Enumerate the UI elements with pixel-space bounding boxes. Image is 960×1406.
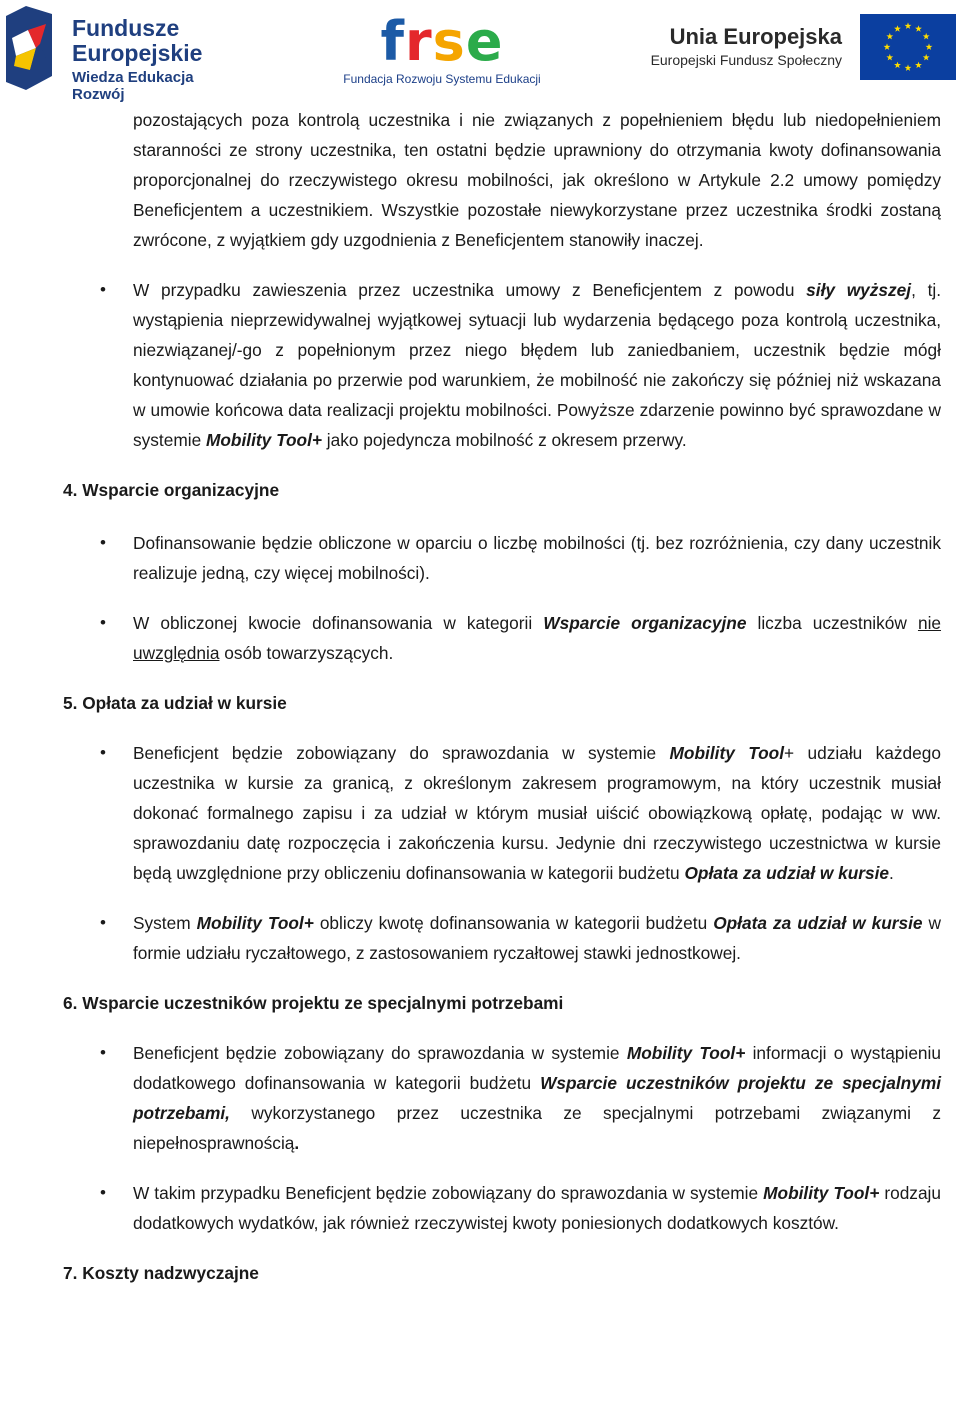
fe-flag-icon bbox=[6, 4, 52, 90]
list-item: • Beneficjent będzie zobowiązany do sprawozdania w systemie Mobility Tool+ informacji o wystąpieniu dodatkowego dofinansowania w kategorii budżetu Wsparcie uczestników projektu ze specjalnymi potrzebami, wykorzystanego przez uczestnika ze specjalnymi potrzebami związanymi z niepełnosprawnością. bbox=[133, 1038, 941, 1158]
continued-paragraph: pozostających poza kontrolą uczestnika i nie związanych z popełnieniem błędu lub niedopełnieniem staranności ze strony uczestnika, ten ostatni będzie uprawniony do otrzymania kwoty dofinansowania proporcjonalnej do rzeczywistego okresu mobilności, jak określono w Artykule 2.2 umowy pomiędzy Beneficjentem a uczestnikiem. Wszystkie pozostałe niewykorzystane przez uczestnika środki zostaną zwrócone, z wyjątkiem gdy uzgodnienia z Beneficjentem stanowiły inaczej. bbox=[133, 110, 941, 250]
list-item: • W przypadku zawieszenia przez uczestnika umowy z Beneficjentem z powodu siły wyższej, tj. wystąpienia nieprzewidywalnej wyjątkowej sytuacji lub wydarzenia będącego poza kontrolą uczestnika, niezwiązanej/-go z popełnionym przez niego błędem lub zaniedbaniem, uczestnik będzie mógł kontynuować działania po przerwie pod warunkiem, że mobilność nie zakończy się później niż wskazana w umowie końcowa data realizacji projektu mobilności. Powyższe zdarzenie powinno być sprawozdane w systemie Mobility Tool+ jako pojedyncza mobilność z okresem przerwy. bbox=[133, 275, 941, 455]
list-item: • Dofinansowanie będzie obliczone w oparciu o liczbę mobilności (tj. bez rozróżnienia, czy dany uczestnik realizuje jedną, czy więcej mobilności). bbox=[133, 528, 941, 588]
bullet-icon: • bbox=[100, 913, 106, 932]
bullet-icon: • bbox=[100, 613, 106, 632]
unia-europejska-logo bbox=[636, 14, 956, 84]
bullet-icon: • bbox=[100, 533, 106, 552]
bullet-icon: • bbox=[100, 1043, 106, 1062]
bullet-icon: • bbox=[100, 743, 106, 762]
list-item: • W takim przypadku Beneficjent będzie zobowiązany do sprawozdania w systemie Mobility Tool+ rodzaju dodatkowych wydatków, jak również rzeczywistej kwoty poniesionych dodatkowych kosztów. bbox=[133, 1178, 941, 1238]
bullet-icon: • bbox=[100, 280, 106, 299]
frse-subtitle: Fundacja Rozwoju Systemu Edukacji bbox=[343, 72, 541, 86]
section-heading-6: 6. Wsparcie uczestników projektu ze specjalnymi potrzebami bbox=[63, 993, 564, 1013]
header-logos bbox=[0, 0, 960, 103]
bullet-icon: • bbox=[100, 1183, 106, 1202]
document-body bbox=[0, 105, 960, 1288]
section-heading-7: 7. Koszty nadzwyczajne bbox=[63, 1263, 259, 1283]
frse-logo bbox=[340, 10, 544, 90]
ue-line-2: Europejski Fundusz Społeczny bbox=[650, 52, 842, 68]
fe-line-1: Fundusze bbox=[72, 15, 180, 41]
eu-flag-icon bbox=[860, 14, 956, 80]
list-item: • System Mobility Tool+ obliczy kwotę dofinansowania w kategorii budżetu Opłata za udział w kursie w formie udziału ryczałtowego, z zastosowaniem ryczałtowej stawki jednostkowej. bbox=[133, 908, 941, 968]
list-item: • W obliczonej kwocie dofinansowania w kategorii Wsparcie organizacyjne liczba uczestników nie uwzględnia osób towarzyszących. bbox=[133, 608, 941, 668]
ue-line-1: Unia Europejska bbox=[669, 24, 842, 49]
fe-line-2: Europejskie bbox=[72, 40, 203, 66]
list-item: • Beneficjent będzie zobowiązany do sprawozdania w systemie Mobility Tool+ udziału każdego uczestnika w kursie za granicą, z określonym zakresem programowym, na który uczestnik musiał dokonać formalnego zapisu i za udział w którym musiał uiścić obowiązkową opłatę, podając w ww. sprawozdaniu datę rozpoczęcia i zakończenia kursu. Jedynie dni rzeczywistego uczestnictwa w kursie będą uwzględnione przy obliczeniu dofinansowania w kategorii budżetu Opłata za udział w kursie. bbox=[133, 738, 941, 888]
frse-wordmark: frse bbox=[380, 10, 504, 73]
section-heading-4: 4. Wsparcie organizacyjne bbox=[63, 480, 280, 500]
fundusze-europejskie-logo bbox=[6, 4, 246, 103]
fe-line-3: Wiedza Edukacja Rozwój bbox=[72, 69, 194, 103]
section-heading-5: 5. Opłata za udział w kursie bbox=[63, 693, 287, 713]
